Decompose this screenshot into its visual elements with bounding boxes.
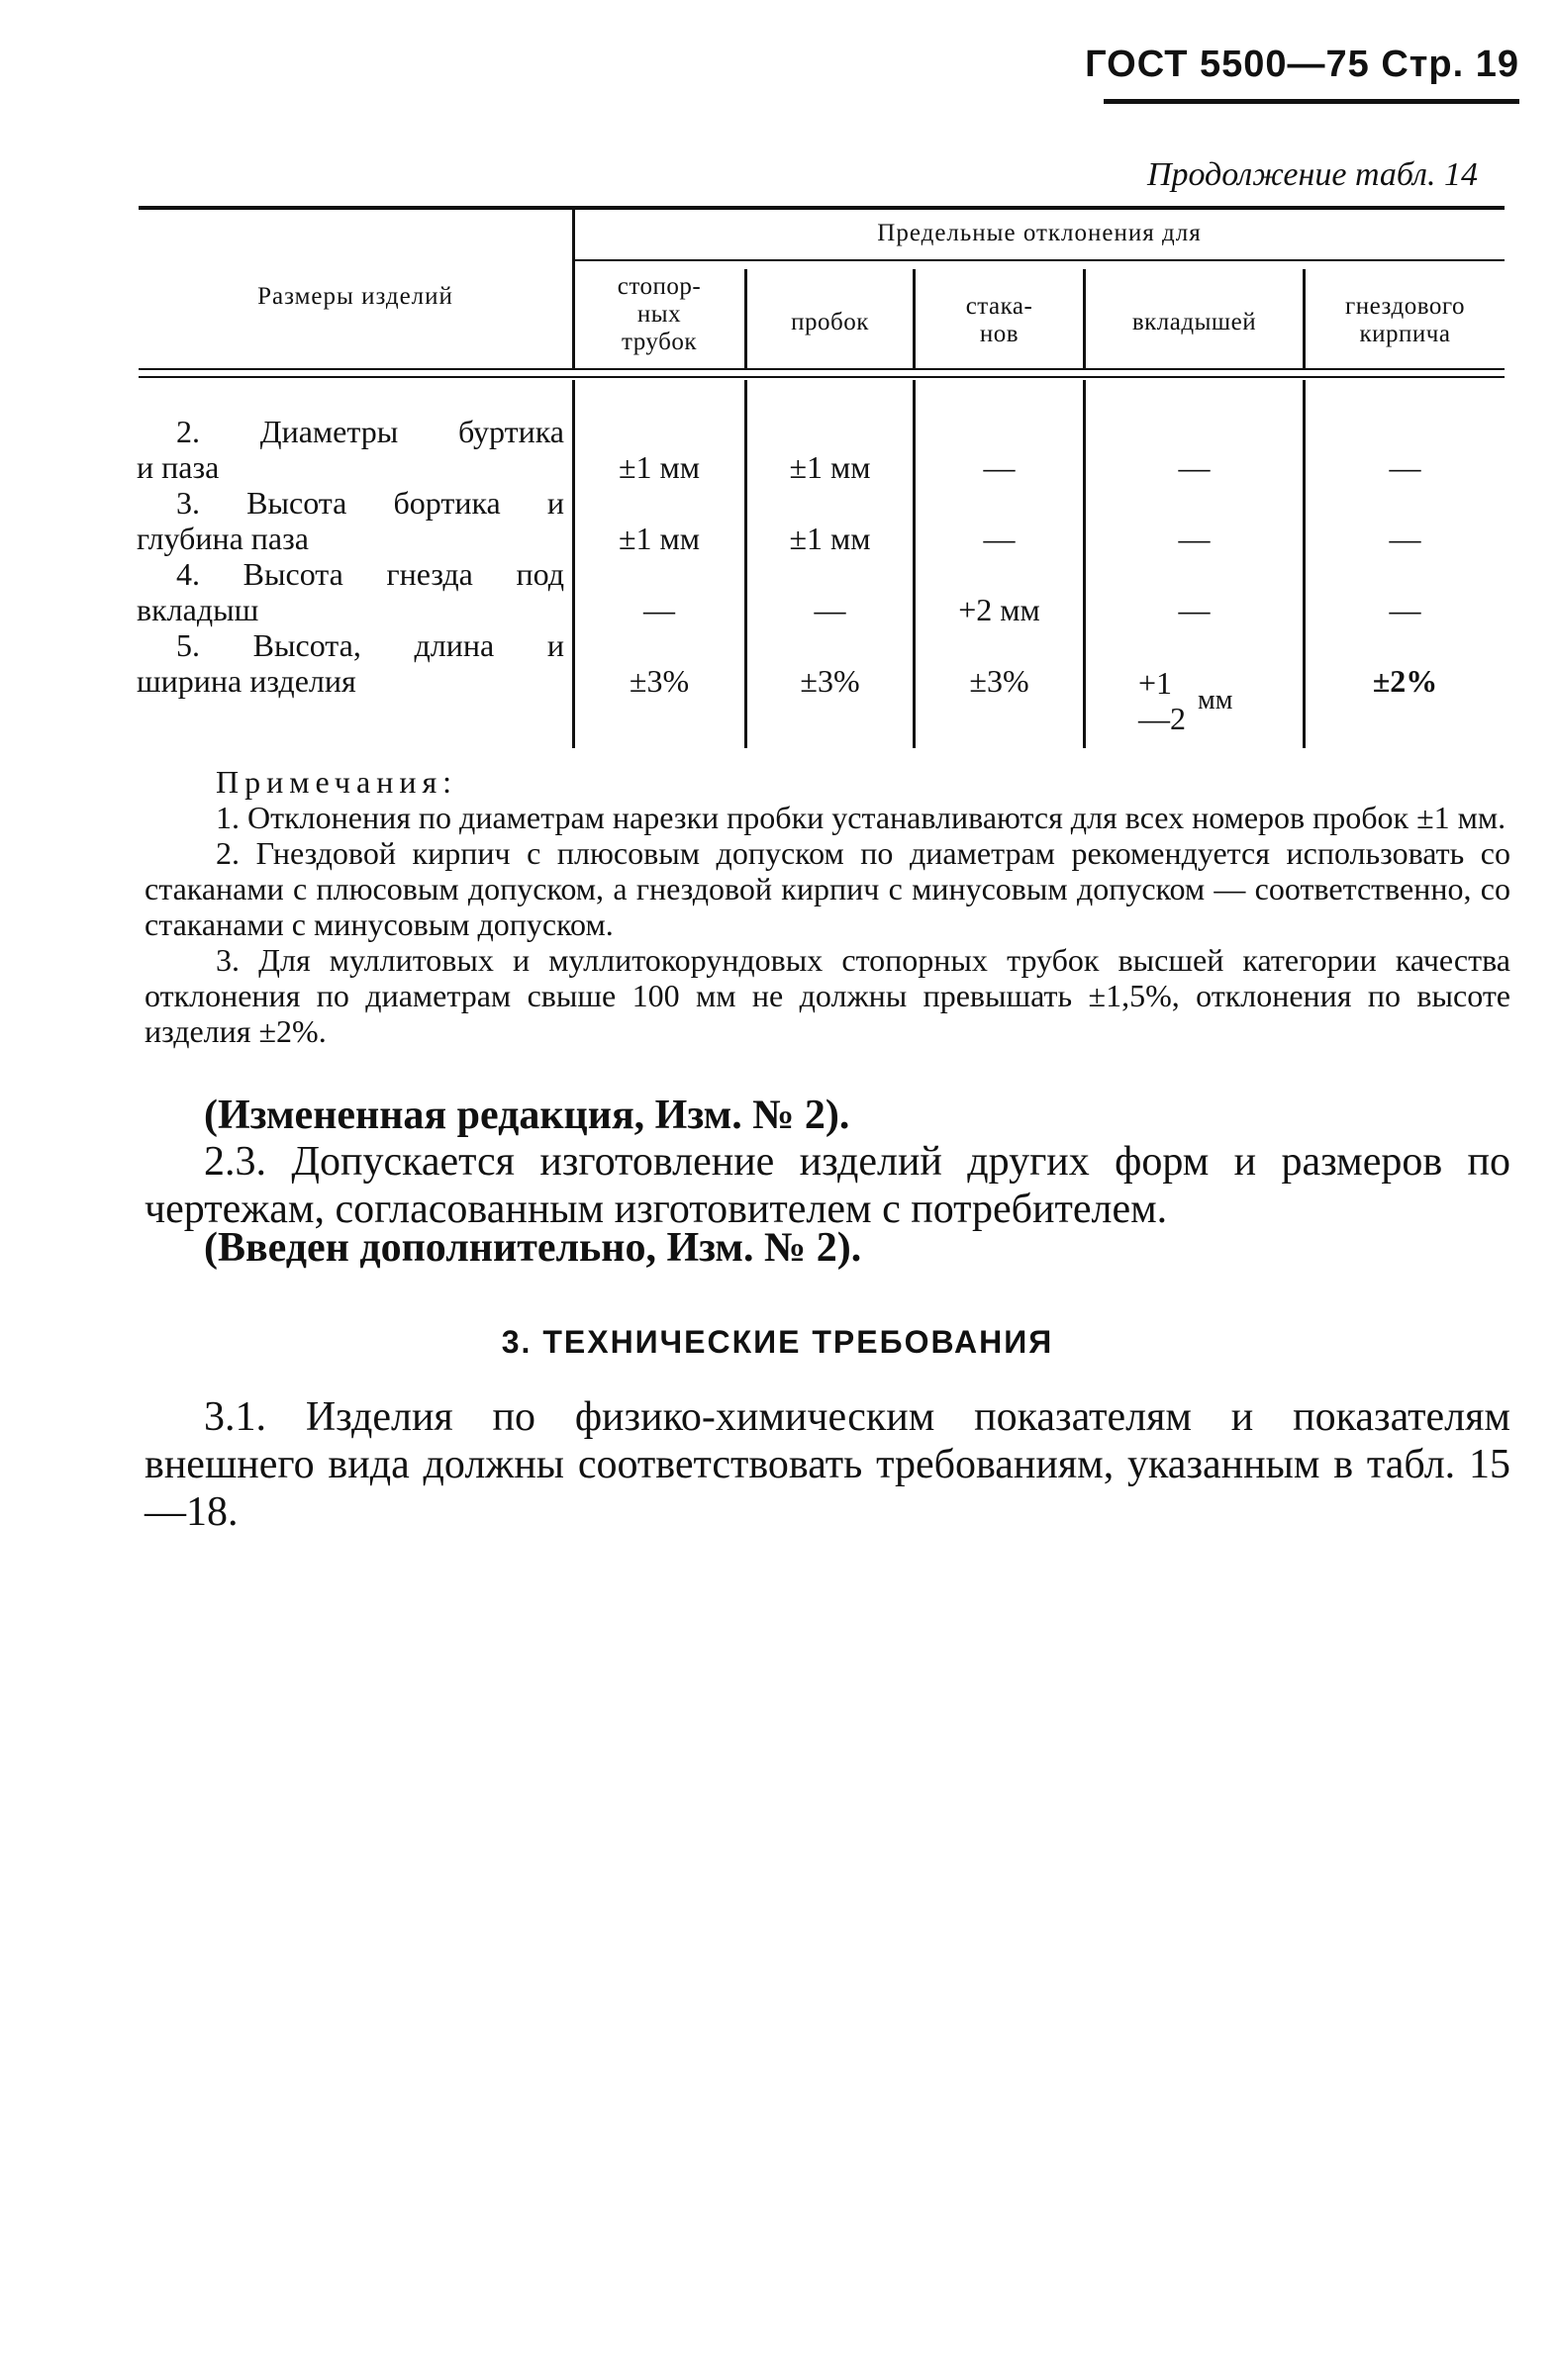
col-group-header: Предельные отклонения для <box>877 220 1202 246</box>
cell-r2-c2: ±1 мм <box>789 521 871 556</box>
cell-r3-c1: — <box>643 592 675 627</box>
vline-3-body <box>1083 380 1086 748</box>
table-row-label-3: 4. Высота гнезда под вкладыш <box>137 556 564 627</box>
col-header-stopor: стопор- ных трубок <box>617 273 702 355</box>
notes <box>145 764 1510 1049</box>
cell-r3-c3: +2 мм <box>958 592 1040 627</box>
row-header: Размеры изделий <box>257 283 453 310</box>
note-3: 3. Для муллитовых и муллитокорундовых стопорных трубок высшей категории качества отклонения по диаметрам свыше 100 мм не должны превышать ±1,5%, отклонения по высоте изделия ±2%. <box>145 942 1510 1049</box>
table-row-label-4: 5. Высота, длина и ширина изделия <box>137 627 564 699</box>
cell-r4-c4 <box>1138 657 1297 740</box>
col-header-stakan: стака- нов <box>965 293 1033 347</box>
tol-unit: мм <box>1198 685 1233 715</box>
cell-r1-c1: ±1 мм <box>618 449 701 485</box>
col-header-gnezd: гнездового кирпича <box>1345 293 1465 347</box>
table-continuation-label: Продолжение табл. 14 <box>1146 156 1478 193</box>
tol-plus: +1 <box>1138 665 1173 701</box>
note-1: 1. Отклонения по диаметрам нарезки пробки устанавливаются для всех номеров пробок ±1 мм. <box>216 800 1506 835</box>
cell-r2-c1: ±1 мм <box>618 521 701 556</box>
group-rule <box>574 259 1505 261</box>
cell-r3-c4: — <box>1178 592 1211 627</box>
cell-r1-c2: ±1 мм <box>789 449 871 485</box>
cell-r2-c5: — <box>1389 521 1421 556</box>
notes-title: Примечания: <box>216 764 458 800</box>
header-rule-1 <box>139 368 1505 370</box>
cell-r3-c2: — <box>814 592 846 627</box>
col-header-vklad: вкладышей <box>1131 309 1257 335</box>
cell-r3-c5: — <box>1389 592 1421 627</box>
cell-r4-c3: ±3% <box>969 663 1029 699</box>
cell-r1-c3: — <box>983 449 1016 485</box>
col-header-probok: пробок <box>791 309 869 335</box>
table-row-label-2: 3. Высота бортика и глубина паза <box>137 485 564 556</box>
running-header: ГОСТ 5500—75 Стр. 19 <box>1085 44 1519 85</box>
cell-r2-c4: — <box>1178 521 1211 556</box>
table-row-label-1: 2. Диаметры буртика и паза <box>137 414 564 485</box>
cell-r2-c3: — <box>983 521 1016 556</box>
cell-r4-c2: ±3% <box>800 663 860 699</box>
edition-note: (Измененная редакция, Изм. № 2). <box>204 1093 850 1138</box>
table-top-rule <box>139 206 1505 210</box>
tol-minus: —2 <box>1138 701 1186 736</box>
header-rule-2 <box>139 376 1505 378</box>
cell-r1-c4: — <box>1178 449 1211 485</box>
introduced-note: (Введен дополнительно, Изм. № 2). <box>204 1225 862 1271</box>
clause-2-3: 2.3. Допускается изготовление изделий других форм и размеров по чертежам, согласованным изготовителем с потребителем. <box>145 1139 1510 1232</box>
clause-3-1: 3.1. Изделия по физико-химическим показателям и показателям внешнего вида должны соответствовать требованиям, указанным в табл. 15—18. <box>145 1394 1510 1535</box>
cell-r4-c1: ±3% <box>629 663 690 699</box>
section-heading: 3. ТЕХНИЧЕСКИЕ ТРЕБОВАНИЯ <box>501 1324 1054 1360</box>
header-rule <box>1104 99 1519 104</box>
cell-r1-c5: — <box>1389 449 1421 485</box>
cell-r4-c5: ±2% <box>1372 663 1438 699</box>
note-2: 2. Гнездовой кирпич с плюсовым допуском по диаметрам рекомендуется использовать со стаканами с плюсовым допуском, а гнездовой кирпич с минусовым допуском — соответственно, со стаканами с минусовым допуском. <box>145 835 1510 942</box>
